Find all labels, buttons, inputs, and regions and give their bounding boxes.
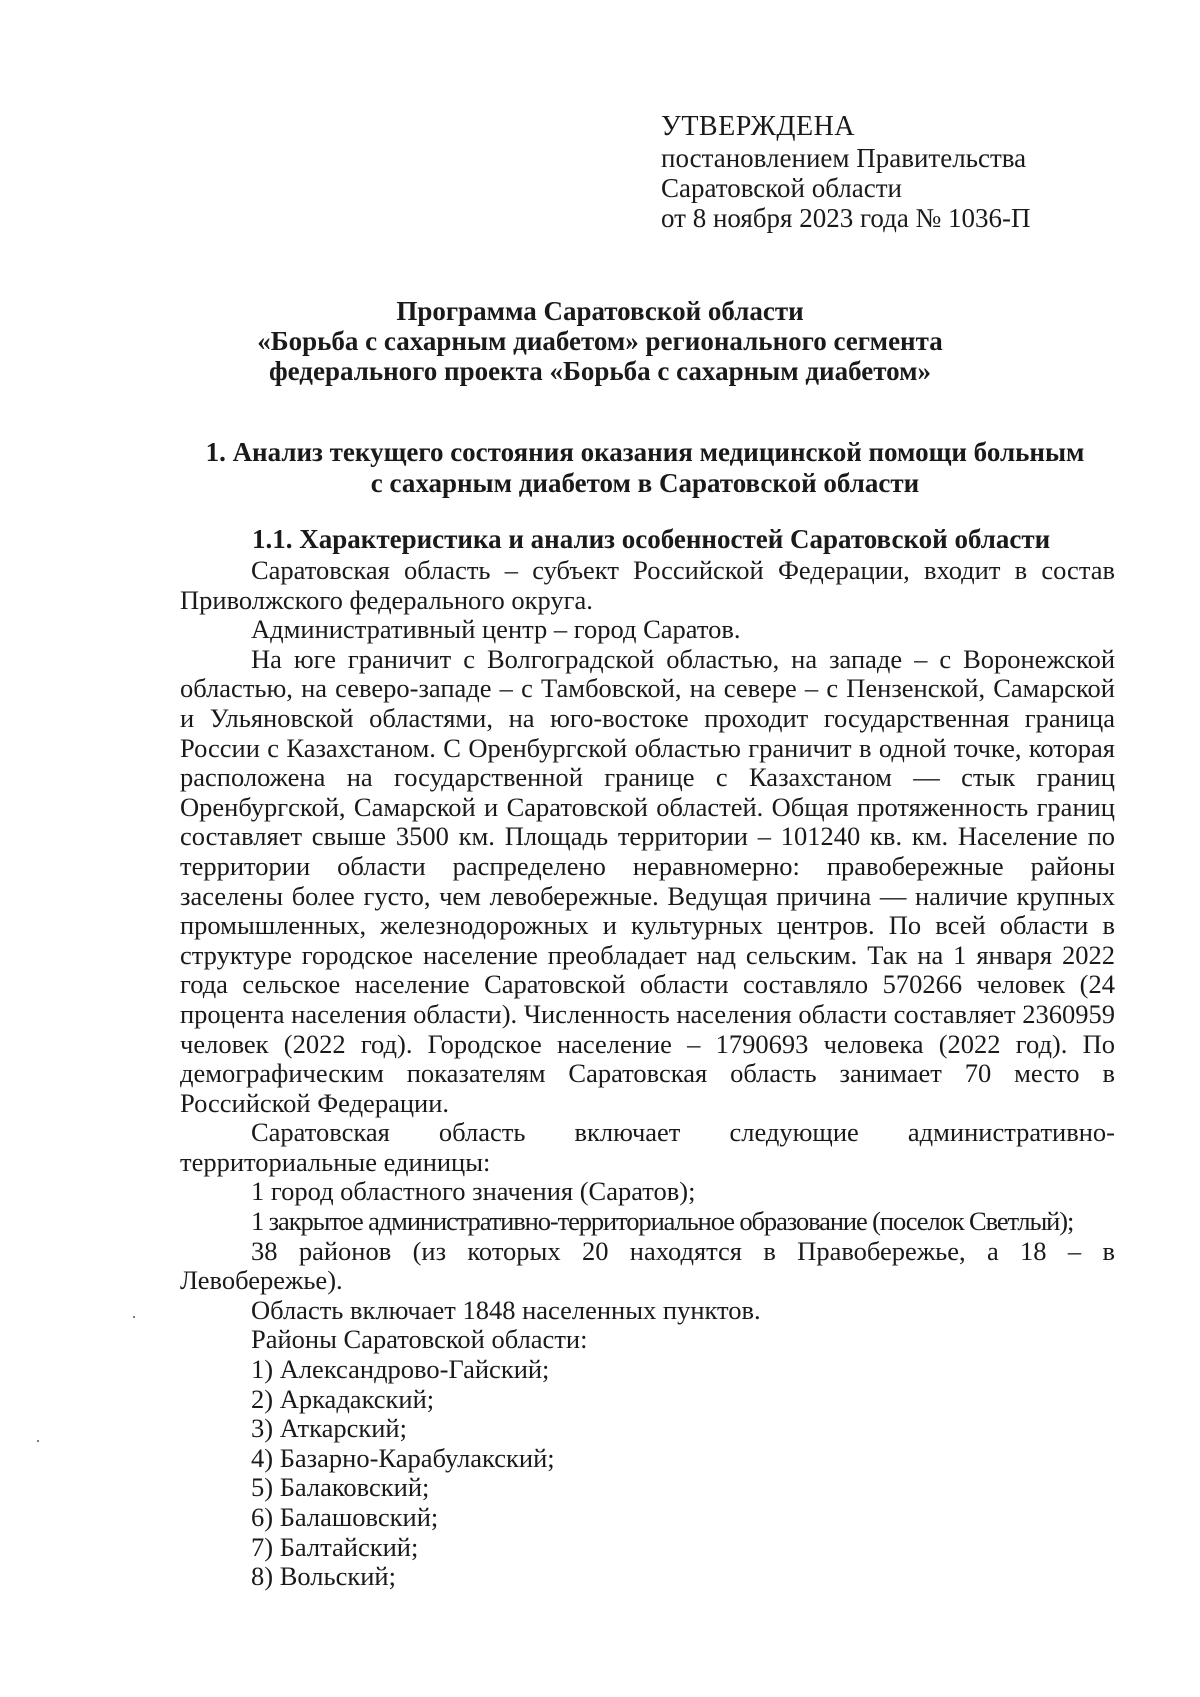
subsection-heading: 1.1. Характеристика и анализ особенностей Саратовской области: [252, 524, 1051, 554]
paragraph: Область включает 1848 населенных пунктов.: [251, 1294, 761, 1325]
list-item: 6) Балашовский;: [251, 1502, 439, 1532]
approval-line: Саратовской области: [661, 173, 902, 203]
paragraph: Саратовская область – субъект Российской Федерации, входит в состав Приволжского федерального округа.: [180, 555, 1115, 615]
paragraph: 1 закрытое административно-территориальное образование (поселок Светлый);: [251, 1206, 1074, 1237]
paragraph: Саратовская область включает следующие административно-территориальные единицы:: [180, 1117, 1115, 1177]
scan-speck: [133, 1316, 135, 1318]
section-heading-line: с сахарным диабетом в Саратовской области: [370, 468, 920, 498]
list-item: 4) Базарно-Карабулакский;: [251, 1442, 555, 1473]
list-item: 7) Балтайский;: [251, 1531, 419, 1562]
section-heading-line: 1. Анализ текущего состояния оказания медицинской помощи больным: [205, 437, 1085, 467]
paragraph: 38 районов (из которых 20 находятся в Правобережье, а 18 – в Левобережье).: [180, 1235, 1115, 1296]
document-title-line: «Борьба с сахарным диабетом» регионального сегмента: [257, 326, 943, 356]
section-heading: [150, 437, 1140, 499]
approval-stamp: [661, 112, 1031, 233]
approval-date-number: от 8 ноября 2023 года № 1036-П: [661, 203, 1031, 233]
scan-speck: [37, 1440, 39, 1442]
list-item: 8) Вольский;: [251, 1561, 396, 1592]
paragraph: На юге граничит с Волгоградской областью, на западе – с Воронежской областью, на северо-западе – с Тамбовской, на севере – с Пензенской, Самарской и Ульяновской областями, на юго-востоке проходит государственная граница России с Казахстаном. С Оренбургской областью граничит в одной точке, которая расположена на государственной границе с Казахстаном — стык границ Оренбургской, Самарской и Саратовской областей. Общая протяженность границ составляет свыше 3500 км. Площадь территории – 101240 кв. км. Население по территории области распределено неравномерно: правобережные районы заселены более густо, чем левобережные. Ведущая причина — наличие крупных промышленных, железнодорожных и культурных центров. По всей области в структуре городское население преобладает над сельским. Так на 1 января 2022 года сельское население Саратовской области составляло 570266 человек (24 процента населения области). Численность населения области составляет 2360959 человек (2022 год). Городское население – 1790693 человека (2022 год). По демографическим показателям Саратовская область занимает 70 место в Российской Федерации.: [180, 643, 1115, 1118]
document-title: [150, 296, 1050, 386]
list-item: 5) Балаковский;: [251, 1472, 430, 1503]
list-item: 3) Аткарский;: [251, 1413, 407, 1444]
approval-line: постановлением Правительства: [661, 143, 1027, 173]
approval-title: УТВЕРЖДЕНА: [661, 111, 856, 142]
paragraph: Административный центр – город Саратов.: [251, 614, 741, 645]
paragraph: 1 город областного значения (Саратов);: [251, 1176, 696, 1207]
list-item: 2) Аркадакский;: [251, 1383, 435, 1414]
document-title-line: Программа Саратовской области: [396, 296, 804, 326]
list-item: 1) Александрово-Гайский;: [251, 1354, 550, 1385]
paragraph: Районы Саратовской области:: [251, 1324, 588, 1355]
body-text: [180, 556, 1115, 1592]
document-title-line: федерального проекта «Борьба с сахарным диабетом»: [269, 356, 931, 386]
